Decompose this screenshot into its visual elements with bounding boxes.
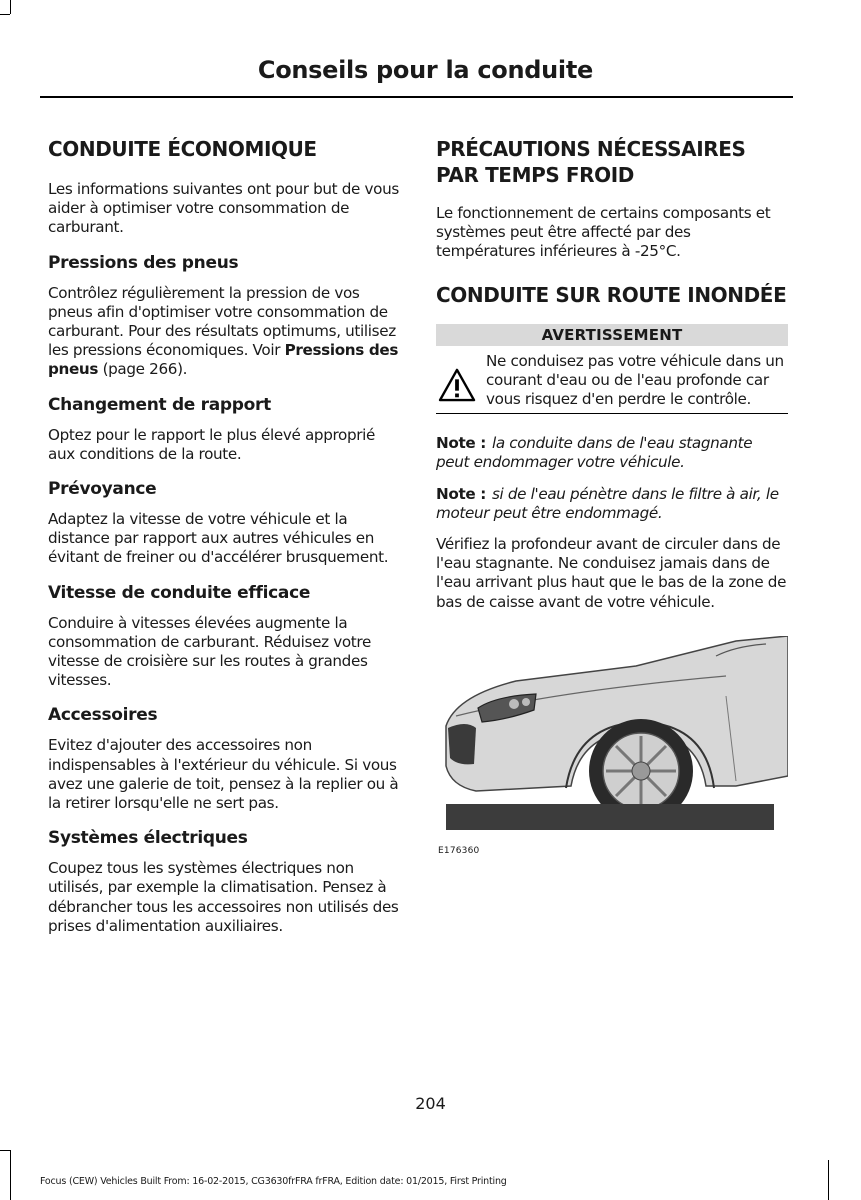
tyres-link[interactable]: Pressions des pneus (48, 341, 399, 379)
crop-mark (10, 0, 11, 14)
crop-mark (10, 1150, 11, 1200)
flood-paragraph: Vérifiez la profondeur avant de circuler dans de l'eau stagnante. Ne conduisez jamais dans de l'eau arrivant plus haut que le bas de la zone de bas de caisse avant de votre véhicule. (436, 535, 787, 611)
note-label: Note : (436, 434, 486, 453)
note-1 (436, 434, 788, 472)
note-2-text: si de l'eau pénètre dans le filtre à air, le moteur peut être endommagé. (436, 484, 779, 522)
title-divider (40, 96, 793, 98)
intro-paragraph: Les informations suivantes ont pour but de vous aider à optimiser votre consommation de carburant. (48, 180, 399, 237)
figure-code: E176360 (438, 845, 480, 856)
subheading-gear: Changement de rapport (48, 394, 271, 415)
subheading-tyres: Pressions des pneus (48, 252, 239, 273)
page-title: Conseils pour la conduite (257, 56, 593, 84)
crop-mark (828, 1160, 829, 1200)
page-number: 204 (415, 1094, 446, 1113)
electrical-paragraph: Coupez tous les systèmes électriques non utilisés, par exemple la climatisation. Pensez à débrancher tous les accessoires non utilisés des prises d'alimentation auxiliaires. (48, 859, 399, 935)
car-front-illustration (436, 636, 788, 836)
note-1-text: la conduite dans de l'eau stagnante peut endommager votre véhicule. (436, 434, 753, 472)
footer-text: Focus (CEW) Vehicles Built From: 16-02-2015, CG3630frFRA frFRA, Edition date: 01/2015, First Printing (40, 1176, 507, 1187)
subheading-anticipation: Prévoyance (48, 479, 157, 500)
warning-box (436, 346, 788, 415)
tyres-page-ref: (page 266). (98, 360, 188, 379)
crop-mark (0, 1150, 10, 1151)
cold-paragraph: Le fonctionnement de certains composants et systèmes peut être affecté par des températures inférieures à -25°C. (436, 204, 771, 261)
warning-triangle-icon (438, 368, 476, 402)
note-2 (436, 485, 788, 523)
tyres-text: Contrôlez régulièrement la pression de vos pneus afin d'optimiser votre consommation de carburant. Pour des résultats optimums, utilisez les pressions économiques. Voir (48, 283, 396, 360)
speed-paragraph: Conduire à vitesses élevées augmente la consommation de carburant. Réduisez votre vitesse de croisière sur les routes à grandes vitesses. (48, 613, 371, 690)
section-heading-flood: CONDUITE SUR ROUTE INONDÉE (436, 282, 787, 307)
section-heading-cold: PRÉCAUTIONS NÉCESSAIRES PAR TEMPS FROID (436, 137, 746, 187)
tyres-paragraph (48, 284, 404, 380)
car-wheel-illustration (436, 636, 788, 856)
warning-text: Ne conduisez pas votre véhicule dans un courant d'eau ou de l'eau profonde car vous risquez d'en perdre le contrôle. (486, 351, 784, 409)
right-column (436, 130, 788, 856)
anticipation-paragraph: Adaptez la vitesse de votre véhicule et la distance par rapport aux autres véhicules en évitant de freiner ou d'accélérer brusquement. (48, 510, 389, 567)
accessories-paragraph: Evitez d'ajouter des accessoires non indispensables à l'extérieur du véhicule. Si vous avez une galerie de toit, pensez à la replier ou à la retirer lorsqu'elle ne sert pas. (48, 736, 399, 813)
subheading-electrical: Systèmes électriques (48, 828, 248, 849)
section-heading-eco: CONDUITE ÉCONOMIQUE (48, 137, 317, 161)
subheading-accessories: Accessoires (48, 705, 158, 726)
note-label: Note : (436, 484, 486, 503)
gear-paragraph: Optez pour le rapport le plus élevé approprié aux conditions de la route. (48, 425, 376, 463)
subheading-speed: Vitesse de conduite efficace (48, 582, 311, 603)
left-column (48, 130, 404, 950)
warning-title: AVERTISSEMENT (436, 324, 788, 346)
crop-mark (0, 14, 10, 15)
